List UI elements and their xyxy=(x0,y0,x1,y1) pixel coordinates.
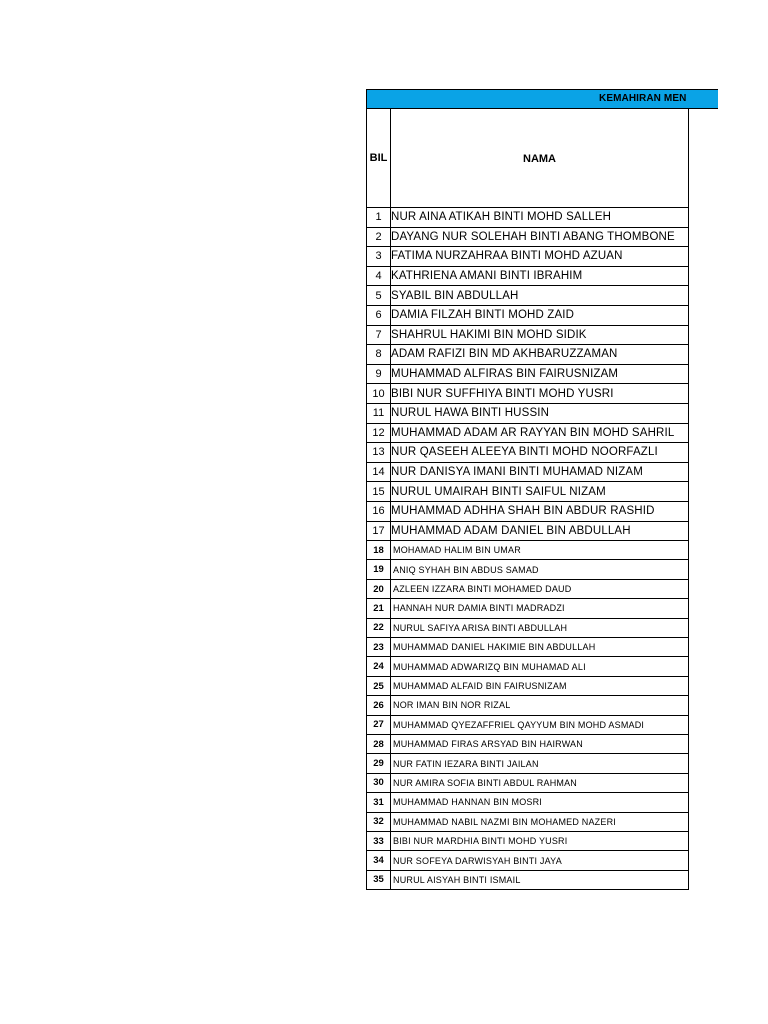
row-number-cell[interactable]: 22 xyxy=(367,618,391,637)
table-row xyxy=(367,560,689,579)
student-list-table xyxy=(366,108,689,890)
table-row xyxy=(367,443,689,463)
student-name-cell[interactable]: NUR AINA ATIKAH BINTI MOHD SALLEH xyxy=(391,208,689,228)
row-number-cell[interactable]: 15 xyxy=(367,482,391,502)
row-number-cell[interactable]: 33 xyxy=(367,831,391,850)
student-name-cell[interactable]: ANIQ SYHAH BIN ABDUS SAMAD xyxy=(391,560,689,579)
table-row xyxy=(367,599,689,618)
student-name-cell[interactable]: NUR QASEEH ALEEYA BINTI MOHD NOORFAZLI xyxy=(391,443,689,463)
table-row xyxy=(367,266,689,286)
student-name-cell[interactable]: NUR FATIN IEZARA BINTI JAILAN xyxy=(391,754,689,773)
table-row xyxy=(367,305,689,325)
row-number-cell[interactable]: 12 xyxy=(367,423,391,443)
row-number-cell[interactable]: 29 xyxy=(367,754,391,773)
row-number-cell[interactable]: 16 xyxy=(367,501,391,521)
student-name-cell[interactable]: ADAM RAFIZI BIN MD AKHBARUZZAMAN xyxy=(391,345,689,365)
table-row xyxy=(367,870,689,889)
row-number-cell[interactable]: 34 xyxy=(367,851,391,870)
row-number-cell[interactable]: 10 xyxy=(367,384,391,404)
student-name-cell[interactable]: MUHAMMAD ADAM AR RAYYAN BIN MOHD SAHRIL xyxy=(391,423,689,443)
header-nama[interactable]: NAMA xyxy=(391,109,689,208)
student-name-cell[interactable]: MUHAMMAD NABIL NAZMI BIN MOHAMED NAZERI xyxy=(391,812,689,831)
table-row xyxy=(367,831,689,850)
table-row xyxy=(367,462,689,482)
student-name-cell[interactable]: NOR IMAN BIN NOR RIZAL xyxy=(391,696,689,715)
table-row xyxy=(367,638,689,657)
student-name-cell[interactable]: SYABIL BIN ABDULLAH xyxy=(391,286,689,306)
header-bil[interactable]: BIL xyxy=(367,109,391,208)
table-row xyxy=(367,735,689,754)
row-number-cell[interactable]: 6 xyxy=(367,305,391,325)
table-row xyxy=(367,793,689,812)
student-name-cell[interactable]: SHAHRUL HAKIMI BIN MOHD SIDIK xyxy=(391,325,689,345)
row-number-cell[interactable]: 1 xyxy=(367,208,391,228)
row-number-cell[interactable]: 32 xyxy=(367,812,391,831)
table-row xyxy=(367,676,689,695)
student-name-cell[interactable]: MUHAMMAD HANNAN BIN MOSRI xyxy=(391,793,689,812)
student-name-cell[interactable]: MUHAMMAD ADWARIZQ BIN MUHAMAD ALI xyxy=(391,657,689,676)
table-row xyxy=(367,501,689,521)
student-name-cell[interactable]: MUHAMMAD FIRAS ARSYAD BIN HAIRWAN xyxy=(391,735,689,754)
row-number-cell[interactable]: 8 xyxy=(367,345,391,365)
table-row xyxy=(367,227,689,247)
row-number-cell[interactable]: 28 xyxy=(367,735,391,754)
table-row xyxy=(367,208,689,228)
sheet-title: KEMAHIRAN MEN xyxy=(599,93,687,104)
row-number-cell[interactable]: 7 xyxy=(367,325,391,345)
row-number-cell[interactable]: 2 xyxy=(367,227,391,247)
row-number-cell[interactable]: 19 xyxy=(367,560,391,579)
student-name-cell[interactable]: HANNAH NUR DAMIA BINTI MADRADZI xyxy=(391,599,689,618)
student-name-cell[interactable]: AZLEEN IZZARA BINTI MOHAMED DAUD xyxy=(391,579,689,598)
student-name-cell[interactable]: MUHAMMAD ALFAID BIN FAIRUSNIZAM xyxy=(391,676,689,695)
table-row xyxy=(367,715,689,734)
student-name-cell[interactable]: FATIMA NURZAHRAA BINTI MOHD AZUAN xyxy=(391,247,689,267)
table-row xyxy=(367,286,689,306)
table-row xyxy=(367,657,689,676)
student-name-cell[interactable]: MOHAMAD HALIM BIN UMAR xyxy=(391,541,689,560)
table-row xyxy=(367,482,689,502)
table-row xyxy=(367,521,689,541)
row-number-cell[interactable]: 31 xyxy=(367,793,391,812)
header-row xyxy=(367,109,689,208)
row-number-cell[interactable]: 17 xyxy=(367,521,391,541)
row-number-cell[interactable]: 4 xyxy=(367,266,391,286)
row-number-cell[interactable]: 24 xyxy=(367,657,391,676)
table-row xyxy=(367,851,689,870)
student-name-cell[interactable]: NUR DANISYA IMANI BINTI MUHAMAD NIZAM xyxy=(391,462,689,482)
table-row xyxy=(367,579,689,598)
student-name-cell[interactable]: MUHAMMAD ADAM DANIEL BIN ABDULLAH xyxy=(391,521,689,541)
row-number-cell[interactable]: 35 xyxy=(367,870,391,889)
row-number-cell[interactable]: 27 xyxy=(367,715,391,734)
student-name-cell[interactable]: BIBI NUR SUFFHIYA BINTI MOHD YUSRI xyxy=(391,384,689,404)
row-number-cell[interactable]: 5 xyxy=(367,286,391,306)
table-row xyxy=(367,696,689,715)
row-number-cell[interactable]: 3 xyxy=(367,247,391,267)
table-row xyxy=(367,325,689,345)
student-name-cell[interactable]: MUHAMMAD QYEZAFFRIEL QAYYUM BIN MOHD ASMADI xyxy=(391,715,689,734)
table-row xyxy=(367,345,689,365)
row-number-cell[interactable]: 25 xyxy=(367,676,391,695)
row-number-cell[interactable]: 20 xyxy=(367,579,391,598)
student-name-cell[interactable]: MUHAMMAD ALFIRAS BIN FAIRUSNIZAM xyxy=(391,364,689,384)
table-row xyxy=(367,247,689,267)
student-name-cell[interactable]: NUR SOFEYA DARWISYAH BINTI JAYA xyxy=(391,851,689,870)
row-number-cell[interactable]: 26 xyxy=(367,696,391,715)
student-name-cell[interactable]: MUHAMMAD ADHHA SHAH BIN ABDUR RASHID xyxy=(391,501,689,521)
student-name-cell[interactable]: NURUL AISYAH BINTI ISMAIL xyxy=(391,870,689,889)
row-number-cell[interactable]: 23 xyxy=(367,638,391,657)
table-row xyxy=(367,423,689,443)
table-row xyxy=(367,364,689,384)
student-name-cell[interactable]: BIBI NUR MARDHIA BINTI MOHD YUSRI xyxy=(391,831,689,850)
student-name-cell[interactable]: MUHAMMAD DANIEL HAKIMIE BIN ABDULLAH xyxy=(391,638,689,657)
student-name-cell[interactable]: KATHRIENA AMANI BINTI IBRAHIM xyxy=(391,266,689,286)
student-name-cell[interactable]: NUR AMIRA SOFIA BINTI ABDUL RAHMAN xyxy=(391,773,689,792)
student-name-cell[interactable]: NURUL SAFIYA ARISA BINTI ABDULLAH xyxy=(391,618,689,637)
table-row xyxy=(367,541,689,560)
table-row xyxy=(367,403,689,423)
row-number-cell[interactable]: 9 xyxy=(367,364,391,384)
row-number-cell[interactable]: 21 xyxy=(367,599,391,618)
table-row xyxy=(367,384,689,404)
table-body xyxy=(367,208,689,890)
row-number-cell[interactable]: 13 xyxy=(367,443,391,463)
row-number-cell[interactable]: 11 xyxy=(367,403,391,423)
student-name-cell[interactable]: DAMIA FILZAH BINTI MOHD ZAID xyxy=(391,305,689,325)
student-name-cell[interactable]: DAYANG NUR SOLEHAH BINTI ABANG THOMBONE xyxy=(391,227,689,247)
student-name-cell[interactable]: NURUL UMAIRAH BINTI SAIFUL NIZAM xyxy=(391,482,689,502)
row-number-cell[interactable]: 14 xyxy=(367,462,391,482)
sheet-title-banner xyxy=(366,89,718,109)
table-row xyxy=(367,812,689,831)
table-row xyxy=(367,618,689,637)
row-number-cell[interactable]: 18 xyxy=(367,541,391,560)
student-name-cell[interactable]: NURUL HAWA BINTI HUSSIN xyxy=(391,403,689,423)
row-number-cell[interactable]: 30 xyxy=(367,773,391,792)
table-row xyxy=(367,773,689,792)
table-row xyxy=(367,754,689,773)
